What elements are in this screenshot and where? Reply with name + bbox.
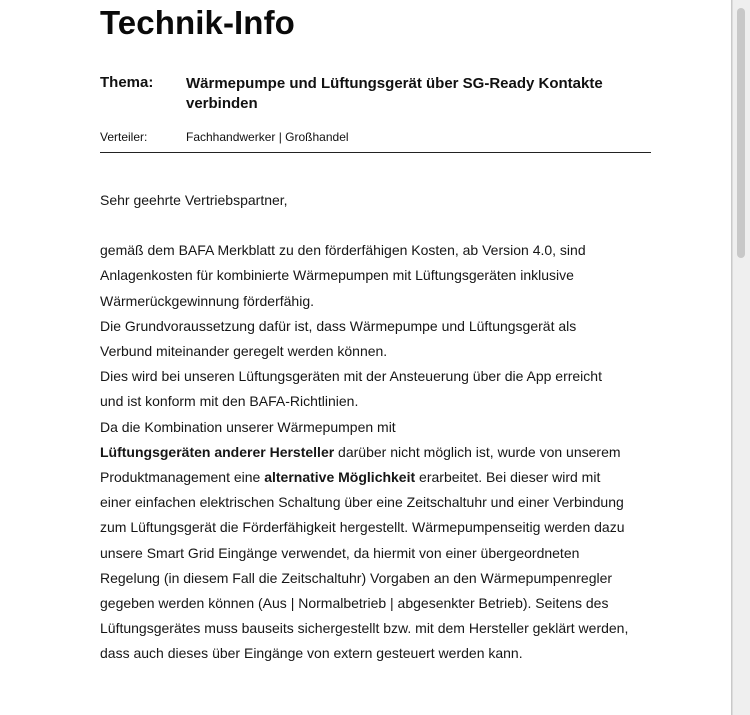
- salutation: Sehr geehrte Vertriebspartner,: [100, 192, 288, 208]
- body-line-rest: darüber nicht möglich ist, wurde von unserem: [334, 443, 621, 460]
- body-line: zum Lüftungsgerät die Förderfähigkeit hergestellt. Wärmepumpenseitig werden dazu: [100, 519, 625, 536]
- body-line: Lüftungsgerätes muss bauseits sichergestellt bzw. mit dem Hersteller geklärt werden,: [100, 620, 629, 637]
- letter-body: [100, 188, 660, 667]
- body-line: Anlagenkosten für kombinierte Wärmepumpen mit Lüftungsgeräten inklusive: [100, 267, 574, 284]
- body-line: Wärmerückgewinnung förderfähig.: [100, 292, 314, 309]
- bold-phrase-alternative: alternative Möglichkeit: [264, 469, 416, 486]
- verteiler-label: Verteiler:: [100, 130, 148, 144]
- body-line: Regelung (in diesem Fall die Zeitschaltuhr) Vorgaben an den Wärmepumpenregler: [100, 569, 613, 586]
- bold-phrase-other-manufacturers: Lüftungsgeräten anderer Hersteller: [100, 443, 335, 460]
- body-line: einer einfachen elektrischen Schaltung über eine Zeitschaltuhr und einer Verbindung: [100, 494, 624, 511]
- body-line: Verbund miteinander geregelt werden können.: [100, 343, 388, 360]
- thema-line-2: verbinden: [186, 95, 258, 112]
- body-line-post: erarbeitet. Bei dieser wird mit: [415, 469, 601, 486]
- scrollbar-thumb[interactable]: [737, 8, 745, 258]
- body-line: Dies wird bei unseren Lüftungsgeräten mit der Ansteuerung über die App erreicht: [100, 368, 602, 385]
- body-line: gemäß dem BAFA Merkblatt zu den förderfähigen Kosten, ab Version 4.0, sind: [100, 242, 586, 259]
- body-line: gegeben werden können (Aus | Normalbetrieb | abgesenkter Betrieb). Seitens des: [100, 595, 609, 612]
- body-line: Die Grundvoraussetzung dafür ist, dass Wärmepumpe und Lüftungsgerät als: [100, 317, 577, 334]
- thema-line-1: Wärmepumpe und Lüftungsgerät über SG-Ready Kontakte: [186, 75, 603, 92]
- vertical-scrollbar[interactable]: [732, 0, 750, 715]
- body-line: und ist konform mit den BAFA-Richtlinien.: [100, 393, 359, 410]
- body-line: dass auch dieses über Eingänge von extern gesteuert werden kann.: [100, 645, 523, 662]
- document-title: Technik-Info: [100, 4, 295, 41]
- header-divider: [100, 152, 651, 153]
- thema-label: Thema:: [100, 74, 154, 91]
- thema-value: [186, 74, 656, 114]
- body-paragraph: [100, 238, 660, 666]
- body-line-pre: Produktmanagement eine: [100, 469, 265, 486]
- body-line: unsere Smart Grid Eingänge verwendet, da hiermit von einer übergeordneten: [100, 544, 580, 561]
- verteiler-value: Fachhandwerker | Großhandel: [186, 130, 349, 144]
- body-line: Da die Kombination unserer Wärmepumpen mit: [100, 418, 396, 435]
- body-line: [100, 440, 660, 465]
- body-line: [100, 465, 660, 490]
